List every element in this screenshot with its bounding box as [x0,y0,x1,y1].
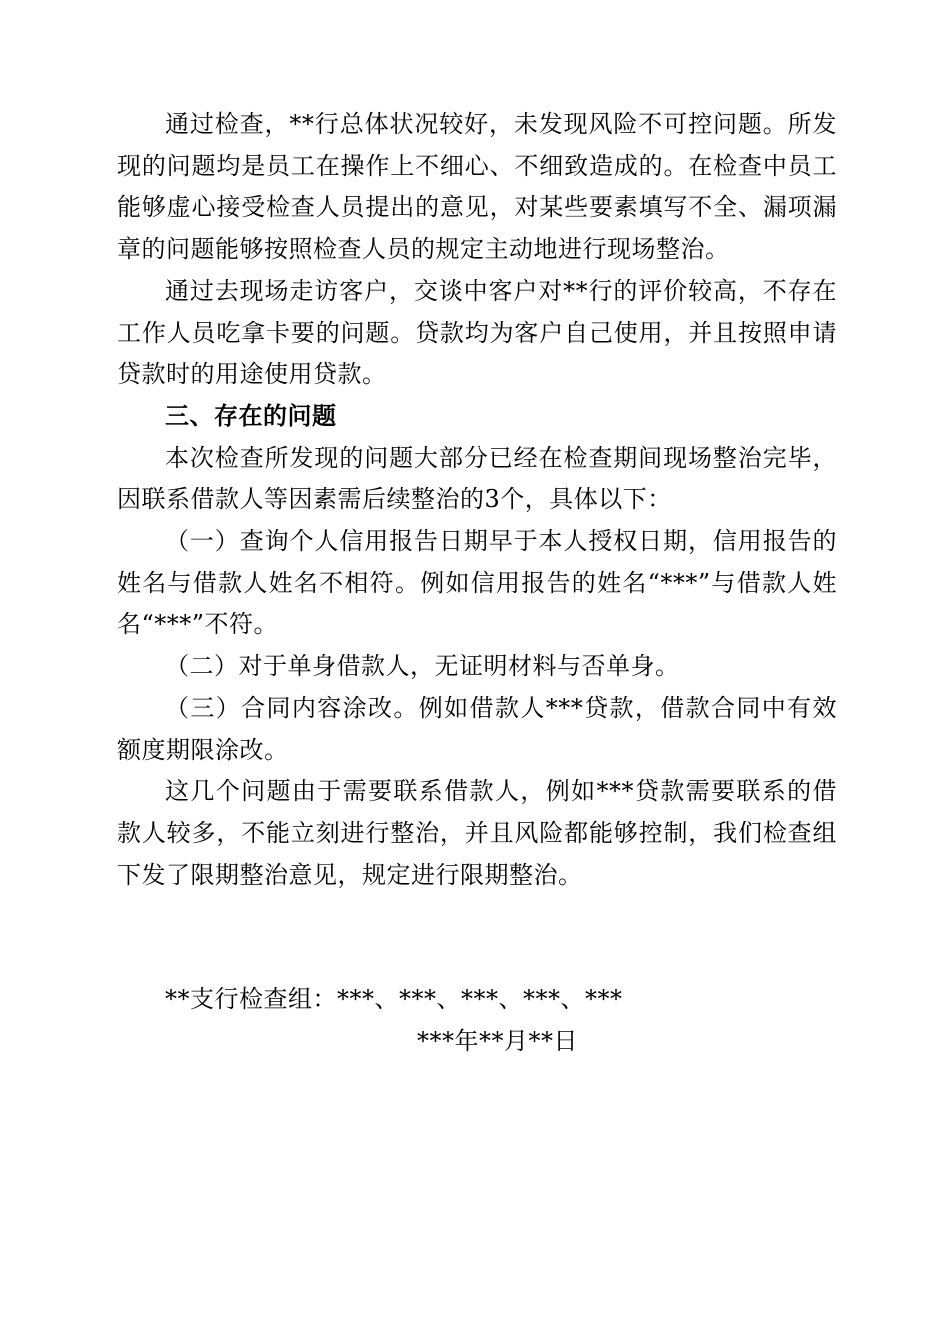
paragraph-problems-intro: 本次检查所发现的问题大部分已经在检查期间现场整治完毕，因联系借款人等因素需后续整治的3个，具体以下： [117,443,837,514]
paragraph-problem-2: （二）对于单身借款人，无证明材料与否单身。 [165,652,680,681]
date-line: ***年**月**日 [417,1027,578,1056]
document-page [117,104,837,1063]
paragraph-problem-3: （三）合同内容涂改。例如借款人***贷款，借款合同中有效额度期限涂改。 [117,693,837,764]
paragraph-problem-1: （一）查询个人信用报告日期早于本人授权日期，信用报告的姓名与借款人姓名不相符。例如信用报告的姓名“***”与借款人姓名“***”不符。 [117,527,837,639]
spacer [117,896,837,979]
section-heading: 三、存在的问题 [165,401,337,430]
paragraph-customer-visit: 通过去现场走访客户，交谈中客户对**行的评价较高，不存在工作人员吃拿卡要的问题。贷款均为客户自己使用，并且按照申请贷款时的用途使用贷款。 [117,276,837,389]
signature-line: **支行检查组：***、***、***、***、*** [165,985,623,1014]
paragraph-conclusion: 这几个问题由于需要联系借款人，例如***贷款需要联系的借款人较多，不能立刻进行整治，并且风险都能够控制，我们检查组下发了限期整治意见，规定进行限期整治。 [117,777,837,889]
paragraph-inspection-summary: 通过检查，**行总体状况较好，未发现风险不可控问题。所发现的问题均是员工在操作上不细心、不细致造成的。在检查中员工能够虚心接受检查人员提出的意见，对某些要素填写不全、漏项漏章的问题能够按照检查人员的规定主动地进行现场整治。 [117,110,837,264]
